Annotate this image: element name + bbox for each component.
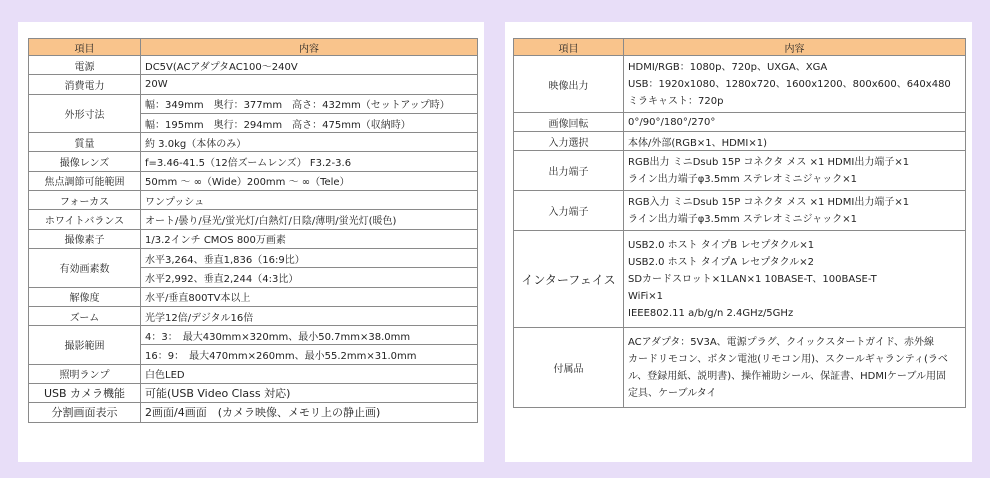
row-value-sensor: 1/3.2インチ CMOS 800万画素 [141, 229, 478, 248]
left-header-item: 項目 [29, 39, 141, 56]
left-spec-panel [18, 22, 484, 462]
row-label-white-balance: ホワイトバランス [29, 210, 141, 229]
row-label-shooting-range: 撮影範囲 [29, 326, 141, 365]
row-value-lamp: 白色LED [141, 364, 478, 383]
row-label-dimensions: 外形寸法 [29, 94, 141, 133]
right-spec-table [513, 38, 966, 408]
row-value-consumption: 20W [141, 75, 478, 94]
left-header-content: 内容 [141, 39, 478, 56]
row-value-focus-range: 50mm 〜 ∞（Wide）200mm 〜 ∞（Tele） [141, 171, 478, 190]
video-output-line: ミラキャスト：720p [628, 95, 724, 107]
row-value-input-terminal [624, 191, 966, 231]
interface-line: SDカードスロット×1LAN×1 10BASE-T、100BASE-T [628, 273, 877, 285]
output-terminal-line: ライン出力端子φ3.5mm ステレオミニジャック×1 [628, 173, 858, 185]
row-value-split-screen: 2画面/4画面 (カメラ映像、メモリ上の静止画) [141, 403, 478, 422]
row-label-input-terminal: 入力端子 [514, 191, 624, 231]
right-spec-panel [505, 22, 972, 462]
row-label-video-output: 映像出力 [514, 56, 624, 113]
accessories-line: 定具、ケーブルタイ [628, 387, 717, 399]
row-value-dimensions-stored: 幅：195mm 奥行：294mm 高さ：475mm（収納時） [141, 113, 478, 132]
video-output-line: USB：1920x1080、1280x720、1600x1200、800x600、640x480 [628, 78, 951, 90]
row-value-input-select: 本体/外部(RGB×1、HDMI×1) [624, 132, 966, 151]
row-value-output-terminal [624, 151, 966, 191]
row-label-power: 電源 [29, 56, 141, 75]
row-label-interface: インターフェイス [514, 231, 624, 328]
interface-line: WiFi×1 [628, 290, 663, 302]
row-value-interface [624, 231, 966, 328]
row-value-usb-camera: 可能(USB Video Class 対応) [141, 384, 478, 403]
row-value-range-4-3: 4：3： 最大430mm×320mm、最小50.7mm×38.0mm [141, 326, 478, 345]
row-value-weight: 約 3.0kg（本体のみ） [141, 133, 478, 152]
row-label-rotation: 画像回転 [514, 113, 624, 132]
row-label-focus: フォーカス [29, 191, 141, 210]
interface-line: IEEE802.11 a/b/g/n 2.4GHz/5GHz [628, 307, 794, 319]
row-value-power: DC5V(ACアダプタAC100〜240V [141, 56, 478, 75]
row-value-range-16-9: 16：9： 最大470mm×260mm、最小55.2mm×31.0mm [141, 345, 478, 364]
row-label-output-terminal: 出力端子 [514, 151, 624, 191]
row-label-lamp: 照明ランプ [29, 364, 141, 383]
row-label-effective-pixels: 有効画素数 [29, 248, 141, 287]
right-header-item: 項目 [514, 39, 624, 56]
left-spec-table [28, 38, 478, 423]
row-label-focus-range: 焦点調節可能範囲 [29, 171, 141, 190]
row-value-focus: ワンプッシュ [141, 191, 478, 210]
row-label-lens: 撮像レンズ [29, 152, 141, 171]
video-output-line: HDMI/RGB：1080p、720p、UXGA、XGA [628, 61, 828, 73]
row-label-zoom: ズーム [29, 306, 141, 325]
input-terminal-line: ライン出力端子φ3.5mm ステレオミニジャック×1 [628, 213, 858, 225]
row-label-sensor: 撮像素子 [29, 229, 141, 248]
row-value-pixels-4-3: 水平2,992、垂直2,244（4:3比） [141, 268, 478, 287]
row-label-accessories: 付属品 [514, 328, 624, 408]
row-label-input-select: 入力選択 [514, 132, 624, 151]
accessories-line: ACアダプタ：5V3A、電源プラグ、クイックスタートガイド、赤外線 [628, 336, 934, 348]
row-label-weight: 質量 [29, 133, 141, 152]
interface-line: USB2.0 ホスト タイプA レセプタクル×2 [628, 256, 815, 268]
row-value-dimensions-setup: 幅：349mm 奥行：377mm 高さ：432mm（セットアップ時） [141, 94, 478, 113]
row-value-zoom: 光学12倍/デジタル16倍 [141, 306, 478, 325]
row-value-lens: f=3.46-41.5（12倍ズームレンズ） F3.2-3.6 [141, 152, 478, 171]
row-value-rotation: 0°/90°/180°/270° [624, 113, 966, 132]
output-terminal-line: RGB出力 ミニDsub 15P コネクタ メス ×1 HDMI出力端子×1 [628, 156, 910, 168]
row-value-resolution: 水平/垂直800TV本以上 [141, 287, 478, 306]
row-value-white-balance: オート/曇り/昼光/蛍光灯/白熱灯/日陰/薄明/蛍光灯(暖色) [141, 210, 478, 229]
row-value-video-output [624, 56, 966, 113]
row-label-consumption: 消費電力 [29, 75, 141, 94]
row-label-resolution: 解像度 [29, 287, 141, 306]
row-value-pixels-16-9: 水平3,264、垂直1,836（16:9比） [141, 248, 478, 267]
input-terminal-line: RGB入力 ミニDsub 15P コネクタ メス ×1 HDMI出力端子×1 [628, 196, 910, 208]
row-value-accessories [624, 328, 966, 408]
accessories-line: カードリモコン、ボタン電池(リモコン用)、スクールギャランティ(ラベ [628, 353, 948, 365]
row-label-usb-camera: USB カメラ機能 [29, 384, 141, 403]
right-header-content: 内容 [624, 39, 966, 56]
row-label-split-screen: 分割画面表示 [29, 403, 141, 422]
accessories-line: ル、登録用紙、説明書)、操作補助シール、保証書、HDMIケーブル用固 [628, 370, 946, 382]
interface-line: USB2.0 ホスト タイプB レセプタクル×1 [628, 239, 815, 251]
